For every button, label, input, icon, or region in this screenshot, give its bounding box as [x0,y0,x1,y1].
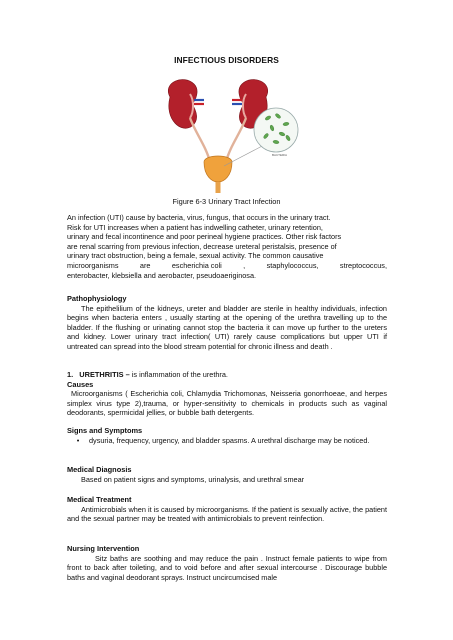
page-title: INFECTIOUS DISORDERS [174,55,279,65]
figure-caption: Figure 6-3 Urinary Tract Infection [172,197,281,206]
diagnosis-heading: Medical Diagnosis [67,465,132,474]
pathophysiology-section [67,294,387,352]
microorganisms-row [67,261,387,271]
micro-word: are [139,260,151,270]
intro-paragraph [67,213,387,280]
treatment-text: Antimicrobials when it is caused by microorganisms. If the patient is sexually active, the patient and the sexual partner may be treated with antimicrobials to prevent reinfection. [67,504,387,524]
urethritis-number: 1. [67,370,74,379]
diagnosis-section [67,465,387,484]
treatment-section [67,495,387,524]
intro-line: enterobacter, klebsiella and aerobacter, pseudoaeriginosa. [67,270,257,280]
intro-line: An infection (UTI) cause by bacteria, virus, fungus, that occurs in the urinary tract. [67,213,331,222]
micro-word: staphylococcus, [266,260,319,270]
urinary-tract-figure [160,72,300,194]
signs-section [67,426,387,445]
nursing-section [67,544,387,582]
bullet-icon: • [76,435,80,445]
signs-heading: Signs and Symptoms [67,426,143,435]
pathophysiology-text: The epithelilium of the kidneys, ureter and bladder are sterile in healthy individuals, infection begins when bacteria enters , usually starting at the opening of the urethra travelling up to the bladder. If the flushing or urinating cannot stop the bacteria it can move up further to the ureters and kidney. Lower urinary tract infection( UTI) rarely cause complications but upper UTI if untreated can spread into the blood stream potential for chronic illness and death . [67,303,387,351]
intro-line: urinary and fecal incontinence and poor perineal hygiene practices. Other risk factors [67,232,342,242]
intro-line: are renal scarring from previous infection, decrease ureteral peristalsis, presence of [67,241,337,251]
signs-bullet-item [67,436,387,446]
intro-line: urinary tract obstruction, being a female, sexual activity. The common causative [67,251,324,261]
urethritis-section [67,370,387,418]
causes-heading: Causes [67,379,94,389]
bacteria-label: BACTERIA [272,153,288,157]
nursing-heading: Nursing Intervention [67,544,140,553]
urethritis-title: URETHRITIS – [79,370,130,379]
signs-bullet-text: dysuria, frequency, urgency, and bladder spasms. A urethral discharge may be noticed. [89,435,370,445]
diagnosis-text: Based on patient signs and symptoms, urinalysis, and urethral smear [81,474,305,484]
intro-line: Risk for UTI increases when a patient has indwelling catheter, urinary retention, [67,222,323,232]
urethritis-heading-line [67,370,387,380]
pathophysiology-heading: Pathophysiology [67,294,127,303]
urethritis-definition: is inflammation of the urethra. [129,370,228,379]
nursing-text: Sitz baths are soothing and may reduce the pain . Instruct female patients to wipe from front to back after toileting, and to void before and after sexual intercourse . Discourage bubble baths and vaginal deodorant sprays. Instruct uncircumcised male [67,553,387,582]
micro-word: escherichia coli [171,260,222,270]
micro-word: streptococcus, [339,260,387,270]
micro-word: microorganisms [67,260,119,270]
treatment-heading: Medical Treatment [67,495,132,504]
causes-text: Microorganisms ( Escherichia coli, Chlamydia Trichomonas, Neisseria gonorrhoeae, and herpes simplex virus type 2),trauma, or hyper-sensitivity to chemicals in products such as vaginal deodorants, spermicidal jellies, or bubble bath detergents. [67,389,387,418]
micro-word: , [243,260,246,270]
